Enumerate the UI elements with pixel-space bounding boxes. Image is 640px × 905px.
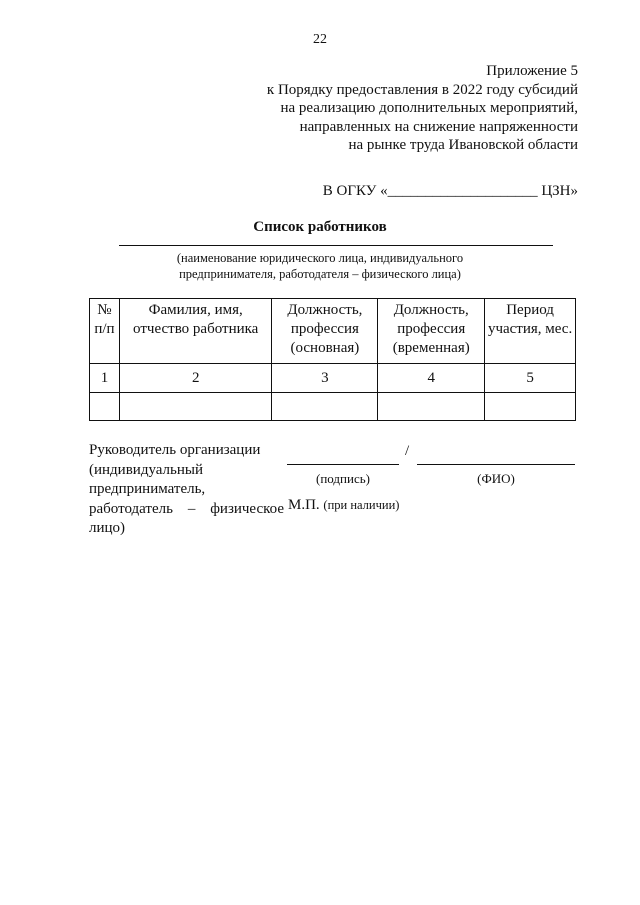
workers-table (89, 298, 576, 421)
appendix-line: к Порядку предоставления в 2022 году субсидий (266, 81, 578, 98)
signature-block (89, 441, 589, 551)
column-number: 3 (272, 364, 378, 393)
appendix-line: на реализацию дополнительных мероприятий, (280, 100, 578, 116)
head-of-organization-label (89, 441, 284, 539)
table-cell (90, 393, 120, 421)
page-number: 22 (313, 32, 327, 47)
appendix-block (267, 62, 578, 155)
table-cell (119, 393, 272, 421)
column-number: 1 (90, 364, 120, 393)
entity-name-line (119, 245, 553, 246)
document-title: Список работников (253, 219, 387, 235)
head-line: лицо) (89, 520, 126, 536)
column-number-row (90, 364, 576, 393)
caption-line: (наименование юридического лица, индивидуального (176, 251, 464, 265)
appendix-line: на рынке труда Ивановской области (348, 137, 578, 153)
header-number: № п/п (90, 299, 120, 364)
appendix-line: направленных на снижение напряженности (299, 118, 578, 135)
column-number: 4 (378, 364, 485, 393)
appendix-line: Приложение 5 (486, 63, 578, 79)
header-main-position: Должность, профессия (основная) (272, 299, 378, 364)
table-cell (272, 393, 378, 421)
stamp-note: (при наличии) (323, 498, 400, 512)
table-cell (485, 393, 576, 421)
stamp-placeholder (288, 497, 399, 514)
column-number: 5 (485, 364, 576, 393)
table-cell (378, 393, 485, 421)
caption-line: предпринимателя, работодателя – физического лица) (179, 266, 461, 281)
table-header-row (90, 299, 576, 364)
separator-slash: / (405, 443, 410, 459)
stamp-label: М.П. (288, 497, 320, 513)
fio-line (417, 464, 575, 465)
header-period: Период участия, мес. (485, 299, 576, 364)
column-number: 2 (119, 364, 272, 393)
header-temp-position: Должность, профессия (временная) (378, 299, 485, 364)
signature-line (287, 464, 399, 465)
entity-name-caption (0, 251, 640, 282)
addressee: В ОГКУ «____________________ ЦЗН» (322, 183, 578, 199)
header-full-name: Фамилия, имя, отчество работника (119, 299, 272, 364)
head-line: Руководитель организации (89, 442, 261, 458)
table-row (90, 393, 576, 421)
head-line: работодатель – физическое (89, 500, 284, 517)
fio-caption: (ФИО) (477, 471, 515, 486)
head-line: (индивидуальный (89, 461, 204, 478)
signature-caption: (подпись) (316, 471, 370, 486)
head-line: предприниматель, (89, 481, 206, 497)
